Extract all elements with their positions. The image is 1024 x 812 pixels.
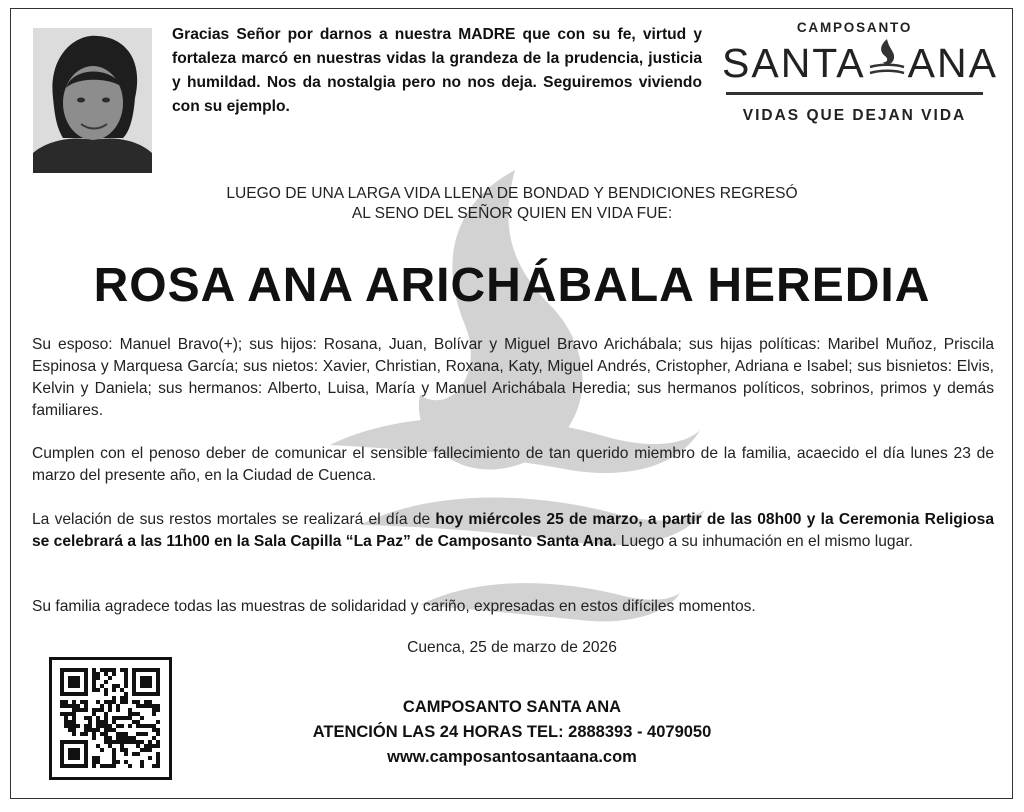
footer-company: CAMPOSANTO SANTA ANA <box>402 698 622 716</box>
portrait-photo <box>33 28 152 173</box>
flame-wave-icon <box>867 37 907 81</box>
qr-code[interactable] <box>49 657 172 780</box>
wake-text-bold: hoy miércoles 25 de marzo, a partir de las 08h00 y la Ceremonia Religiosa se celebrará a las 11h00 en la Sala Capilla “La Paz” de Camposanto Santa Ana. <box>32 511 995 550</box>
wake-paragraph <box>32 509 994 553</box>
wake-text-end: Luego a su inhumación en el mismo lugar. <box>616 533 913 550</box>
tribute-quote: Gracias Señor por darnos a nuestra MADRE que con su fe, virtud y fortaleza marcó en nuestras vidas la grandeza de la prudencia, justicia y humildad. Nos da nostalgia pero no nos deja. Seguiremos viviendo con su ejemplo. <box>172 26 702 115</box>
announcement-paragraph: Cumplen con el penoso deber de comunicar el sensible fallecimiento de tan querido miembro de la familia, acaecido el día lunes 23 de marzo del presente año, en la Ciudad de Cuenca. <box>32 445 994 484</box>
logo-divider <box>726 92 983 95</box>
logo-top-text: CAMPOSANTO <box>796 20 913 35</box>
place-date: Cuenca, 25 de marzo de 2026 <box>407 639 617 656</box>
footer-website[interactable]: www.camposantosantaana.com <box>387 748 637 766</box>
logo-tagline: VIDAS QUE DEJAN VIDA <box>742 107 967 124</box>
deceased-name: ROSA ANA ARICHÁBALA HEREDIA <box>93 259 931 312</box>
thanks-paragraph: Su familia agradece todas las muestras de solidaridad y cariño, expresadas en estos difíciles momentos. <box>32 598 756 615</box>
camposanto-logo <box>722 18 998 138</box>
family-paragraph: Su esposo: Manuel Bravo(+); sus hijos: Rosana, Juan, Bolívar y Miguel Bravo Arichábala; sus hijas políticas: Maribel Muñoz, Priscila Espinosa y Marquesa García; sus nietos: Xavier, Christian, Roxana, Katy, Miguel Andrés, Cristopher, Adriana e Isabel; sus bisnietos: Elvis, Kelvin y Daniela; sus hermanos: Alberto, Luisa, María y Manuel Arichábala Heredia; sus hermanos políticos, sobrinos, primos y demás familiares. <box>32 336 994 419</box>
footer-contact <box>240 695 784 770</box>
wake-text-start: La velación de sus restos mortales se realizará el día de <box>32 511 436 528</box>
intro-line-2: AL SENO DEL SEÑOR QUIEN EN VIDA FUE: <box>351 205 673 222</box>
logo-main-text: SANTA ANA <box>722 37 987 88</box>
footer-phone: ATENCIÓN LAS 24 HORAS TEL: 2888393 - 4079050 <box>312 723 712 741</box>
intro-text <box>60 184 964 224</box>
intro-line-1: LUEGO DE UNA LARGA VIDA LLENA DE BONDAD Y BENDICIONES REGRESÓ <box>226 185 798 202</box>
